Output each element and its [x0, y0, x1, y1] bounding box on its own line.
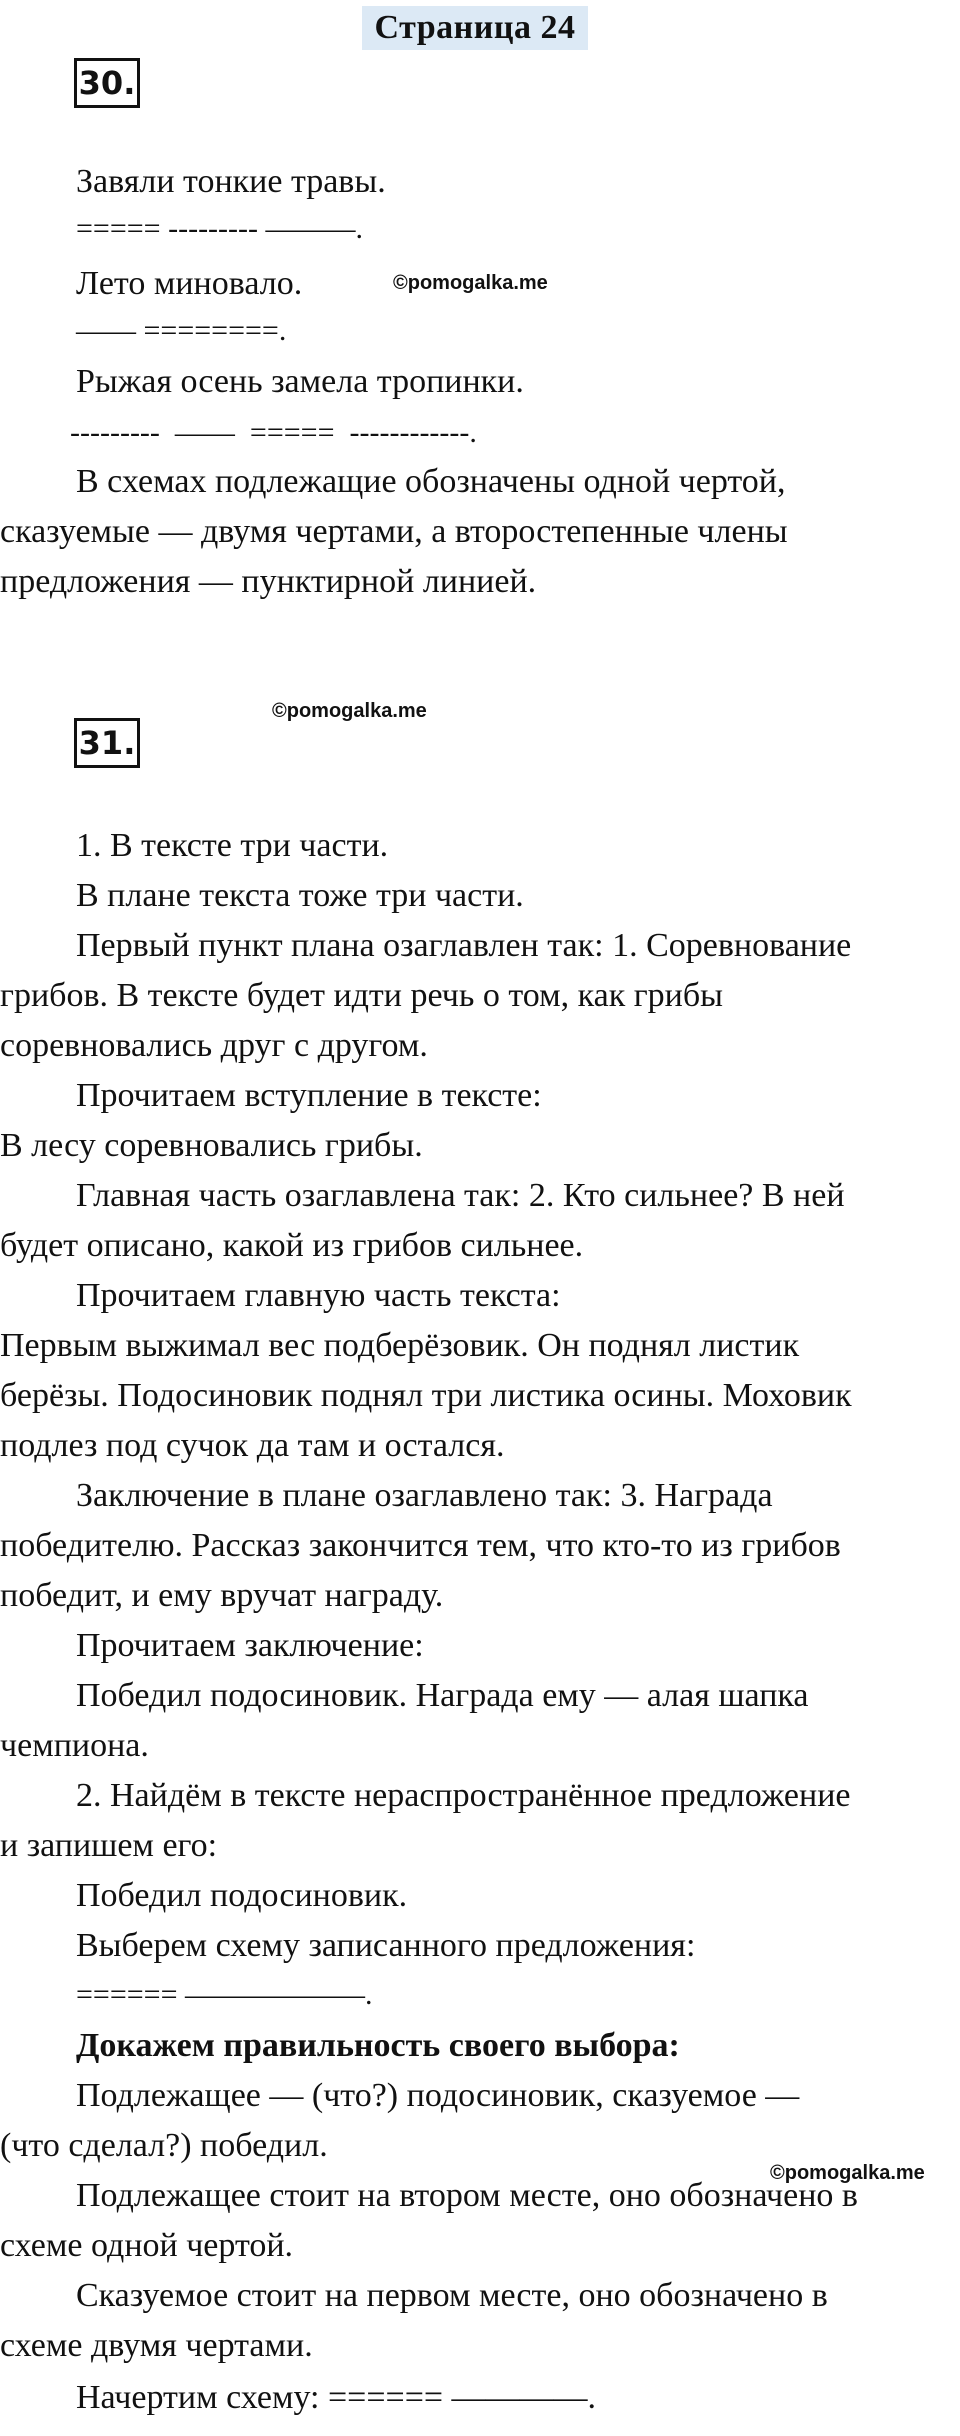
- text-line: Подлежащее — (что?) подосиновик, сказуемое —: [76, 2077, 800, 2114]
- schema-1: ===== --------- ———.: [76, 212, 364, 245]
- schema-3: --------- —— ===== ------------.: [70, 416, 477, 449]
- task-number-31: 31.: [74, 718, 140, 768]
- text-line: В плане текста тоже три части.: [76, 877, 524, 914]
- text-line: чемпиона.: [0, 1727, 149, 1764]
- text-line: Выберем схему записанного предложения:: [76, 1927, 696, 1964]
- text-line: победит, и ему вручат награду.: [0, 1577, 444, 1614]
- text-line: 2. Найдём в тексте нераспространённое предложение: [76, 1777, 851, 1814]
- final-schema-line: Начертим схему: ====== ————.: [76, 2379, 597, 2416]
- task-number-30: 30.: [74, 58, 140, 108]
- text-line: В лесу соревновались грибы.: [0, 1127, 423, 1164]
- text-line: Победил подосиновик.: [76, 1877, 408, 1914]
- text-line: (что сделал?) победил.: [0, 2127, 328, 2164]
- sentence-3: Рыжая осень замела тропинки.: [76, 363, 524, 400]
- watermark: ©pomogalka.me: [770, 2162, 925, 2184]
- text-line: 1. В тексте три части.: [76, 827, 389, 864]
- text-line: подлез под сучок да там и остался.: [0, 1427, 505, 1464]
- text-line: и запишем его:: [0, 1827, 218, 1864]
- text-line: соревновались друг с другом.: [0, 1027, 428, 1064]
- text-line: Прочитаем вступление в тексте:: [76, 1077, 542, 1114]
- schema-answer: ====== ——————.: [76, 1978, 373, 2011]
- sentence-2: Лето миновало.: [76, 265, 303, 302]
- text-line: Главная часть озаглавлена так: 2. Кто сильнее? В ней: [76, 1177, 845, 1214]
- text-line: победителю. Рассказ закончится тем, что кто-то из грибов: [0, 1527, 841, 1564]
- text-line: схеме двумя чертами.: [0, 2327, 313, 2364]
- text-line: Сказуемое стоит на первом месте, оно обозначено в: [76, 2277, 828, 2314]
- schema-2: —— ========.: [76, 314, 287, 347]
- text-line: будет описано, какой из грибов сильнее.: [0, 1227, 584, 1264]
- text-line: Победил подосиновик. Награда ему — алая шапка: [76, 1677, 809, 1714]
- text-line: Подлежащее стоит на втором месте, оно обозначено в: [76, 2177, 858, 2214]
- text-line: Первым выжимал вес подберёзовик. Он поднял листик: [0, 1327, 800, 1364]
- page-title: Страница 24: [362, 6, 588, 50]
- text-line: Первый пункт плана озаглавлен так: 1. Соревнование: [76, 927, 852, 964]
- text-line: Заключение в плане озаглавлено так: 3. Награда: [76, 1477, 773, 1514]
- sentence-1: Завяли тонкие травы.: [76, 163, 386, 200]
- text-line: берёзы. Подосиновик поднял три листика осины. Моховик: [0, 1377, 852, 1414]
- explanation-line-2: сказуемые — двумя чертами, а второстепенные члены: [0, 513, 788, 550]
- explanation-line-1: В схемах подлежащие обозначены одной чертой,: [76, 463, 786, 500]
- text-line: Прочитаем главную часть текста:: [76, 1277, 561, 1314]
- watermark: ©pomogalka.me: [272, 700, 427, 722]
- text-line: Прочитаем заключение:: [76, 1627, 424, 1664]
- text-line: схеме одной чертой.: [0, 2227, 294, 2264]
- text-line: грибов. В тексте будет идти речь о том, как грибы: [0, 977, 724, 1014]
- proof-heading: Докажем правильность своего выбора:: [76, 2027, 680, 2064]
- explanation-line-3: предложения — пунктирной линией.: [0, 563, 537, 600]
- watermark: ©pomogalka.me: [393, 272, 548, 294]
